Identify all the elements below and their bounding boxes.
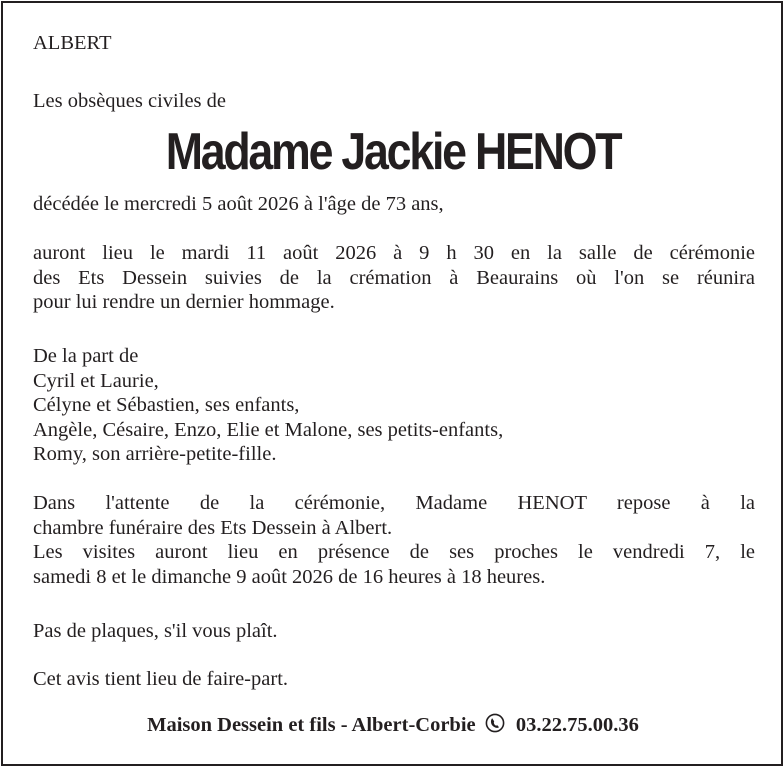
faire-part-text: Cet avis tient lieu de faire-part.	[33, 668, 289, 690]
visitation-line: Dans l'attente de la cérémonie, Madame HENOT repose à la	[33, 492, 755, 514]
family-section	[33, 344, 755, 467]
family-member: Angèle, Césaire, Enzo, Elie et Malone, ses petits-enfants,	[33, 418, 504, 441]
intro-text: Les obsèques civiles de	[33, 90, 226, 112]
ceremony-line: des Ets Dessein suivies de la crémation à Beaurains où l'on se réunira	[33, 266, 755, 289]
visitation-line: Les visites auront lieu en présence de ses proches le vendredi 7, le	[33, 541, 755, 563]
ceremony-paragraph	[33, 241, 755, 315]
family-member: Célyne et Sébastien, ses enfants,	[33, 394, 300, 416]
location-heading: ALBERT	[33, 32, 112, 54]
visitation-paragraph	[33, 491, 755, 589]
no-plaques-text: Pas de plaques, s'il vous plaît.	[33, 620, 278, 642]
visitation-line: chambre funéraire des Ets Dessein à Albert.	[33, 516, 393, 539]
deceased-name: Madame Jackie HENOT	[165, 123, 621, 181]
ceremony-line: pour lui rendre un dernier hommage.	[33, 291, 335, 313]
death-info: décédée le mercredi 5 août 2026 à l'âge de 73 ans,	[33, 193, 444, 215]
funeral-home-name: Maison Dessein et fils - Albert-Corbie	[147, 714, 476, 736]
phone-icon	[485, 713, 505, 740]
family-member: Cyril et Laurie,	[33, 369, 159, 392]
obituary-notice	[1, 1, 783, 766]
family-member: Romy, son arrière-petite-fille.	[33, 443, 277, 465]
ceremony-line: auront lieu le mardi 11 août 2026 à 9 h 30 en la salle de cérémonie	[33, 242, 755, 264]
family-heading: De la part de	[33, 345, 139, 367]
phone-number: 03.22.75.00.36	[515, 714, 639, 736]
funeral-home-footer	[3, 712, 783, 740]
visitation-line: samedi 8 et le dimanche 9 août 2026 de 16 heures à 18 heures.	[33, 565, 546, 588]
